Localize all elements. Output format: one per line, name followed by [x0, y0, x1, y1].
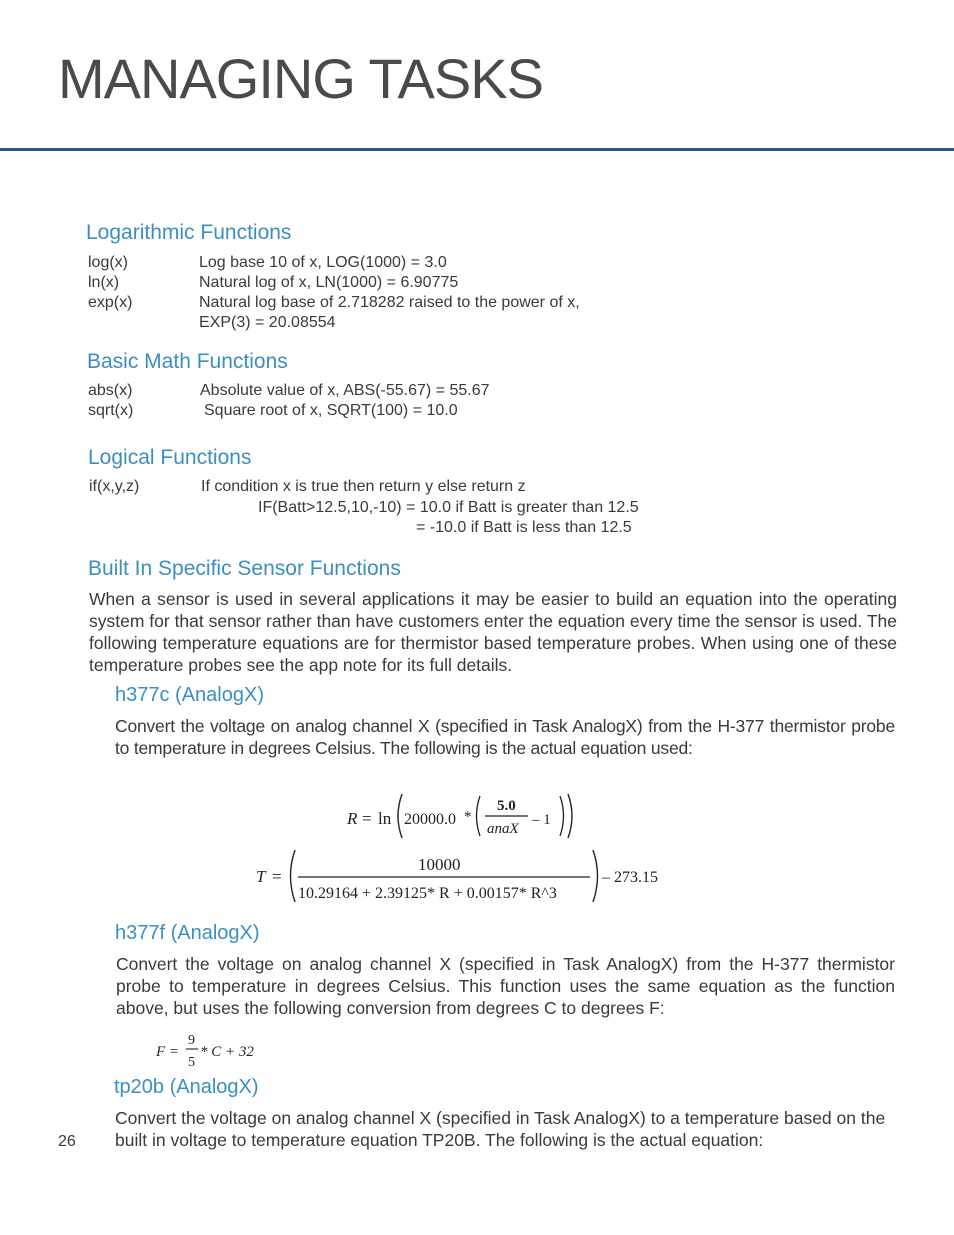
- log-desc-ln: Natural log of x, LN(1000) = 6.90775: [199, 274, 459, 291]
- eq1-paren-inner-right: [560, 796, 564, 836]
- tp20b-text: Convert the voltage on analog channel X (specified in Task AnalogX) to a temperature based on the built in voltage to temperature equation TP20B. The following is the actual equation:: [115, 1108, 886, 1150]
- log-fn-exp: exp(x): [88, 294, 133, 311]
- eq3-lhs: F =: [156, 1044, 180, 1060]
- eq2-equals: =: [272, 867, 282, 886]
- header-rule: [0, 148, 954, 151]
- h377c-text: Convert the voltage on analog channel X (specified in Task AnalogX) from the H-377 thermistor probe to temperature in degrees Celsius. The following is the actual equation used:: [115, 716, 895, 758]
- h377c-equation-t: [250, 846, 670, 906]
- eq3-den: 5: [188, 1055, 195, 1070]
- h377c-equation-r: [340, 788, 580, 840]
- log-heading: Logarithmic Functions: [86, 221, 292, 244]
- log-fn-log: log(x): [88, 254, 129, 271]
- h377c-heading: h377c (AnalogX): [115, 684, 264, 706]
- logical-fn-if: if(x,y,z): [89, 478, 140, 495]
- eq1-den: anaX: [487, 821, 519, 837]
- eq2-paren-right: [593, 850, 598, 902]
- eq2-tail: – 273.15: [602, 869, 658, 886]
- eq3-rest: * C + 32: [200, 1044, 254, 1060]
- eq1-paren-right: [568, 794, 572, 838]
- eq1-paren-inner-left: [477, 796, 481, 836]
- tp20b-heading: tp20b (AnalogX): [114, 1076, 259, 1098]
- page-title: MANAGING TASKS: [58, 47, 543, 110]
- h377f-text: Convert the voltage on analog channel X (specified in Task AnalogX) from the H-377 thermistor probe to temperature in degrees Celsius. This function uses the same equation as the function above, but uses the following conversion from degrees C to degrees F:: [116, 954, 895, 1018]
- logical-desc-if: If condition x is true then return y else return z: [201, 478, 526, 495]
- basic-heading: Basic Math Functions: [87, 350, 288, 373]
- basic-desc-abs: Absolute value of x, ABS(-55.67) = 55.67: [200, 382, 490, 399]
- eq2-den: 10.29164 + 2.39125* R + 0.00157* R^3: [298, 885, 557, 902]
- basic-fn-abs: abs(x): [88, 382, 133, 399]
- eq1-num: 5.0: [497, 798, 516, 814]
- log-desc-log: Log base 10 of x, LOG(1000) = 3.0: [199, 254, 447, 271]
- page-number: 26: [58, 1133, 76, 1150]
- log-desc-exp: Natural log base of 2.718282 raised to the power of x,: [199, 294, 580, 311]
- eq3-num: 9: [188, 1033, 195, 1048]
- eq2-paren-left: [291, 850, 296, 902]
- eq1-equals: =: [362, 809, 372, 828]
- log-fn-ln: ln(x): [88, 274, 120, 291]
- logical-example-2: = -10.0 if Batt is less than 12.5: [416, 519, 632, 536]
- logical-example-1: IF(Batt>12.5,10,-10) = 10.0 if Batt is greater than 12.5: [258, 499, 639, 516]
- basic-desc-sqrt: Square root of x, SQRT(100) = 10.0: [204, 402, 458, 419]
- h377f-equation: [150, 1028, 270, 1074]
- eq1-paren-left: [398, 794, 402, 838]
- eq1-lhs: R: [347, 809, 358, 828]
- log-desc-exp-cont: EXP(3) = 20.08554: [199, 314, 336, 331]
- eq2-lhs: T: [256, 867, 266, 886]
- eq1-star: *: [464, 809, 472, 825]
- basic-fn-sqrt: sqrt(x): [88, 402, 134, 419]
- h377f-heading: h377f (AnalogX): [115, 922, 260, 944]
- logical-heading: Logical Functions: [88, 446, 252, 469]
- sensor-heading: Built In Specific Sensor Functions: [88, 557, 401, 580]
- eq1-coef: 20000.0: [404, 811, 456, 828]
- eq1-minus1: – 1: [532, 812, 551, 828]
- eq2-num: 10000: [418, 855, 461, 874]
- eq1-ln: ln: [378, 809, 392, 828]
- sensor-intro: When a sensor is used in several applications it may be easier to build an equation into the operating system for that sensor rather than have customers enter the equation every time the sensor is used. The following temperature equations are for thermistor based temperature probes. When using one of these temperature probes see the app note for its full details.: [89, 589, 898, 675]
